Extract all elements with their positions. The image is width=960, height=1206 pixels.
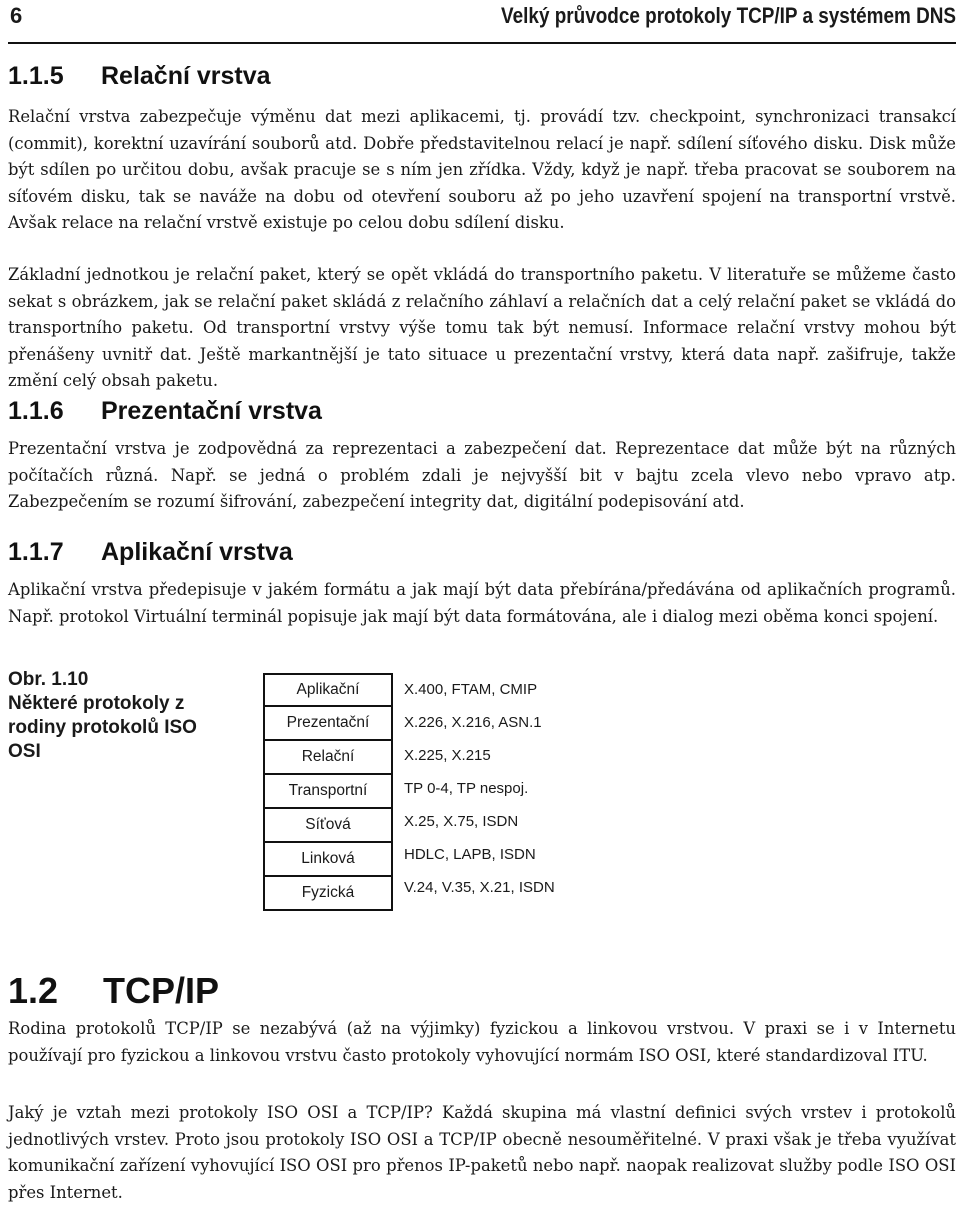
layer-protocols: HDLC, LAPB, ISDN (404, 846, 536, 863)
paragraph: Základní jednotkou je relační paket, který se opět vkládá do transportního paketu. V literatuře se můžeme často sekat s obrázkem, jak se relační paket skládá z relačního záhlaví a relačních dat a celý relační paket se vkládá do transportního paketu. Od transportní vrstvy výše tomu tak být nemusí. Informace relační vrstvy mohou být přenášeny uvnitř dat. Ještě markantnější je tato situace u prezentační vrstvy, která data např. zašifruje, takže změní celý obsah paketu. (8, 265, 956, 390)
paragraph: Aplikační vrstva předepisuje v jakém formátu a jak mají být data přebírána/předávána od aplikačních programů. Např. protokol Virtuální terminál popisuje jak mají být data formátována, ale i dialog mezi oběma konci spojení. (8, 580, 956, 626)
figure-caption-text: Některé protokoly z rodiny protokolů ISO OSI (8, 693, 197, 762)
layer-box: Síťová (263, 809, 393, 843)
layer-box: Aplikační (263, 673, 393, 707)
section-title: Relační vrstva (101, 62, 271, 90)
layer-box: Fyzická (263, 877, 393, 911)
osi-layer-stack (263, 673, 393, 911)
layer-box: Relační (263, 741, 393, 775)
section-title: Aplikační vrstva (101, 538, 293, 566)
paragraph: Prezentační vrstva je zodpovědná za reprezentaci a zabezpečení dat. Reprezentace dat může být na různých počítačích různá. Např. se jedná o problém zdali je nejvyšší bit v bajtu zcela vlevo nebo vpravo atp. Zabezpečením se rozumí šifrování, zabezpečení integrity dat, digitální podepisování atd. (8, 439, 956, 511)
paragraph: Rodina protokolů TCP/IP se nezabývá (až na výjimky) fyzickou a linkovou vrstvou. V praxi se i v Internetu používají pro fyzickou a linkovou vrstvu často protokoly vyhovující normám ISO OSI, které standardizoval ITU. (8, 1019, 956, 1065)
section-number: 1.1.5 (8, 62, 64, 90)
section-number: 1.2 (8, 970, 59, 1011)
section-title: Prezentační vrstva (101, 397, 322, 425)
layer-protocols: TP 0-4, TP nespoj. (404, 780, 529, 797)
page-header (8, 0, 956, 44)
paragraph: Jaký je vztah mezi protokoly ISO OSI a TCP/IP? Každá skupina má vlastní definici svých vrstev i protokolů jednotlivých vrstev. Proto jsou protokoly ISO OSI a TCP/IP obecně nesouměřitelné. V praxi však je třeba využívat komunikační zařízení vyhovující ISO OSI pro přenos IP-paketů nebo např. naopak realizovat služby podle ISO OSI přes Internet. (8, 1103, 956, 1202)
layer-box: Prezentační (263, 707, 393, 741)
layer-protocols: X.400, FTAM, CMIP (404, 681, 538, 698)
protocol-list (404, 673, 704, 904)
section-number: 1.1.7 (8, 538, 64, 566)
layer-protocols: V.24, V.35, X.21, ISDN (404, 879, 555, 896)
layer-protocols: X.25, X.75, ISDN (404, 813, 519, 830)
figure-label: Obr. 1.10 (8, 669, 89, 690)
section-heading-1-1-7 (8, 538, 293, 567)
page-number: 6 (10, 3, 23, 28)
layer-box: Linková (263, 843, 393, 877)
chapter-heading-1-2 (8, 970, 219, 1012)
layer-protocols: X.225, X.215 (404, 747, 491, 764)
section-heading-1-1-6 (8, 397, 322, 426)
layer-protocols: X.226, X.216, ASN.1 (404, 714, 542, 731)
book-page (8, 0, 956, 1202)
layer-box: Transportní (263, 775, 393, 809)
section-heading-1-1-5 (8, 62, 271, 91)
paragraph: Relační vrstva zabezpečuje výměnu dat mezi aplikacemi, tj. provádí tzv. checkpoint, synchronizaci transakcí (commit), korektní uzavírání souborů atd. Dobře představitelnou relací je např. sdílení síťového disku. Disk může být sdílen po určitou dobu, avšak pracuje se s ním jen zřídka. Vždy, když je např. třeba pracovat se souborem na síťovém disku, tak se naváže na dobu od otevření souboru až po jeho uzavření spojení na transportní vrstvě. Avšak relace na relační vrstvě existuje po celou dobu sdílení disku. (8, 107, 956, 232)
section-number: 1.1.6 (8, 397, 64, 425)
running-title: Velký průvodce protokoly TCP/IP a systémem DNS (501, 3, 956, 28)
figure-caption (8, 668, 208, 764)
section-title: TCP/IP (103, 970, 220, 1011)
